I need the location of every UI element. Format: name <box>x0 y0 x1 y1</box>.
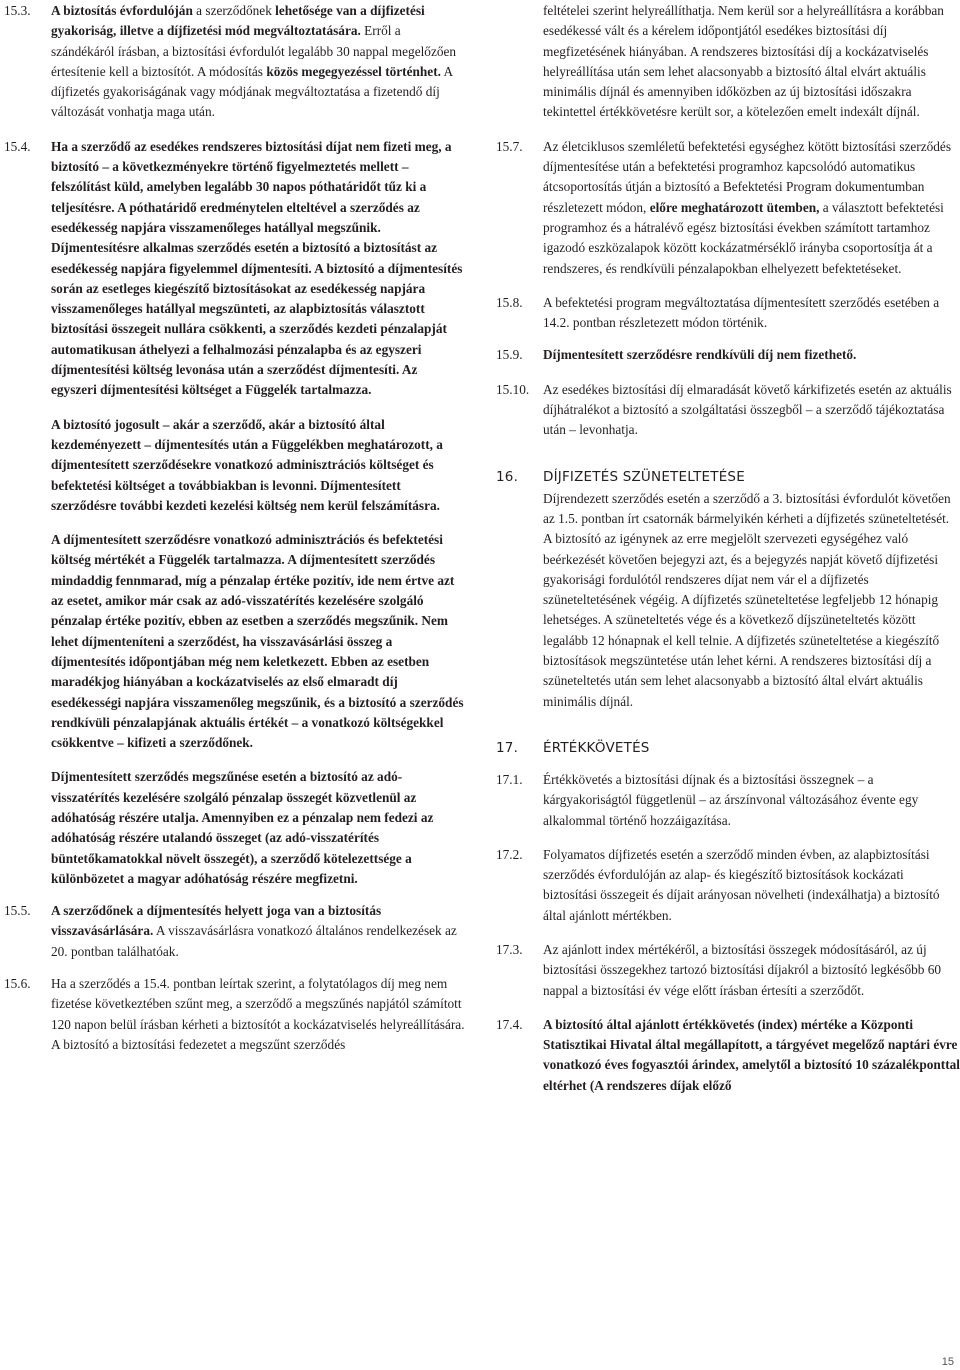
paragraph-number: 15.4. <box>4 138 31 154</box>
section-16-body <box>496 489 960 712</box>
paragraph-text: Ha a szerződés a 15.4. pontban leírtak szerint, a folytatólagos díj meg nem fizetése következtében szűnt meg, a szerződő a megszűnés napjától számított 120 napon belül írásban kérheti a biztosítót a kockázatviselés helyreállítására. A biztosító a biztosítási fedezetet a megszűnt szerződés <box>51 976 465 1052</box>
paragraph-15-4 <box>4 137 466 889</box>
paragraph-text: Folyamatos díjfizetés esetén a szerződő minden évben, az alapbiztosítási szerződés évfordulóján az alap- és kiegészítő biztosítások kockázati biztosítási összegeit és díjait arányosan növelheti (indexálhatja) a biztosító által ajánlott mértékben. <box>543 846 940 923</box>
paragraph-text: A biztosító által ajánlott értékkövetés (index) mértéke a Központi Statisztikai Hivatal által megállapított, a tárgyévet megelőző naptári évre vonatkozó éves fogyasztói árindex, amelytől a biztosító 10 százalékponttal eltérhet (A rendszeres díjak előző <box>543 1016 960 1093</box>
paragraph-17-2 <box>496 845 960 926</box>
paragraph-15-10 <box>496 380 960 441</box>
paragraph-number: 15.3. <box>4 3 31 18</box>
paragraph-17-4 <box>496 1015 960 1096</box>
left-column <box>4 0 466 1055</box>
paragraph-number: 15.5. <box>4 903 31 919</box>
section-number: 17. <box>496 739 519 756</box>
paragraph-number: 17.2. <box>496 846 523 862</box>
paragraph-number: 15.10. <box>496 381 530 397</box>
paragraph-number: 17.1. <box>496 771 523 787</box>
paragraph-17-3 <box>496 940 960 1001</box>
paragraph-15-9 <box>496 345 960 365</box>
paragraph-text: Ha a szerződő az esedékes rendszeres biztosítási díjat nem fizeti meg, a biztosító – a következményekre történő figyelmeztetés mellett – felszólítást küld, amelyben legalább 30 napos póthatáridőt tűz ki a teljesítésre. A póthatáridő eredménytelen elteltével a szerződés az esedékesség napjára visszamenőleges hatállyal megszűnik. Díjmentesítésre alkalmas szerződés esetén a biztosító a biztosítást az esedékesség napjára figyelemmel díjmentesíti. A biztosító a díjmentesítés során az esetleges kiegészítő biztosításokat az esedékesség napjára visszamenőleges hatállyal megszünteti, az alapbiztosítás választott biztosítási összegeit nullára csökkenti, a szerződés kezdeti pénzalapját automatikusan áthelyezi a felhalmozási pénzalapba és az egyszeri díjmentesítési költség levonása után a szerződést díjmentesíti. Az egyszeri díjmentesítési költséget a Függelék tartalmazza. A biztosító jogosult – akár a szerződő, akár a biztosító által kezdeményezett – díjmentesítés után a Függelékben meghatározott, a díjmentesített szerződésekre vonatkozó adminisztrációs költséget és befektetési költséget a továbbiakban is levonni. Díjmentesített szerződésre további kezdeti kezelési költség nem kerül felszámításra. A díjmentesített szerződésre vonatkozó adminisztrációs és befektetési költség mértékét a Függelék tartalmazza. A díjmentesített szerződés mindaddig fennmarad, míg a pénzalap értéke pozitív, ide nem értve azt az esetet, amikor már csak az adó-visszatérítés kezelésére szolgáló pénzalap értéke pozitív, ebben az esetben a szerződés megszűnik. Nem lehet díjmenteníteni a szerződést, ha visszavásárlási összeg a díjmentesítés időpontjában még nem keletkezett. Ebben az esetben maradékjog hiányában a kockázatviselés az első elmaradt díj esedékességi napjára visszamenőleg megszűnik, és a biztosító a szerződés rendkívüli pénzalapjának aktuális értékét – a vonatkozó költségekkel csökkentve – kifizeti a szerződőnek. Díjmentesített szerződés megszűnése esetén a biztosító az adó-visszatérítés kezelésére szolgáló pénzalap összegét közvetlenül az adóhatóság részére utalja. Amennyiben ez a pénzalap nem fedezi az adóhatóság részére utalandó összeget (az adó-visszatérítés büntetőkamatokkal növelt összegét), a szerződő kötelezettsége a különbözetet a magyar adóhatóság részére megfizetni. <box>51 138 464 886</box>
paragraph-text: Az életciklusos szemléletű befektetési egységhez kötött biztosítási szerződés díjmentesítése után a befektetési programhoz kapcsolódó automatikus átcsoportosítás útján a biztosító a Befektetési Program dokumentumban részletezett módon, előre meghatározott ütemben, a választott befektetési programhoz és a hátralévő egész biztosítási években számított tartamhoz igazodó eszközalapok között kockázatmérséklő irányba csoportosítja át a rendszeres, és rendkívüli pénzalapokban elhelyezett befektetéseket. <box>543 138 952 276</box>
paragraph-text: A szerződőnek a díjmentesítés helyett joga van a biztosítás visszavásárlására. A visszavásárlásra vonatkozó általános rendelkezések az 20. pontban találhatóak. <box>51 903 457 959</box>
paragraph-15-3 <box>4 1 466 123</box>
paragraph-text: feltételei szerint helyreállíthatja. Nem kerül sor a helyreállításra a korábban esedékessé vált és a kérelem időpontjától esedékes biztosítási díj megfizetésének hiányában. A rendszeres biztosítási díj a kockázatviselés helyreállítása után sem lehet alacsonyabb a biztosító által elvárt aktuális minimális díjnál és amennyiben időközben az új biztosítási időszakra tekintettel értékkövetésre került sor, a kötelezően emelt indexált díjnál. <box>543 3 944 120</box>
section-heading-16 <box>496 467 960 487</box>
paragraph-17-1 <box>496 770 960 831</box>
right-column <box>496 0 960 1096</box>
paragraph-number: 17.4. <box>496 1016 523 1032</box>
section-title: DÍJFIZETÉS SZÜNETELTETÉSE <box>543 468 745 485</box>
section-title: ÉRTÉKKÖVETÉS <box>543 739 650 756</box>
paragraph-text: Díjmentesített szerződésre rendkívüli díj nem fizethető. <box>543 347 857 363</box>
paragraph-15-7 <box>496 137 960 279</box>
paragraph-text: A befektetési program megváltoztatása díjmentesített szerződés esetében a 14.2. pontban részletezett módon történik. <box>543 294 940 331</box>
paragraph-15-8 <box>496 293 960 334</box>
paragraph-text: A biztosítás évfordulóján a szerződőnek lehetősége van a díjfizetési gyakoriság, illetve a díjfizetési mód megváltoztatására. Erről a szándékáról írásban, a biztosítási évfordulót legalább 30 nappal megelőzően értesítenie kell a biztosítót. A módosítás közös megegyezéssel történhet. A díjfizetés gyakoriságának vagy módjának megváltoztatása a fizetendő díj változását vonhatja maga után. <box>51 3 457 120</box>
paragraph-number: 15.6. <box>4 976 31 992</box>
section-heading-17 <box>496 738 960 758</box>
paragraph-text: Az esedékes biztosítási díj elmaradását követő kárkifizetés esetén az aktuális díjhátralékot a biztosító a szolgáltatási összegből – a szerződő tájékoztatása után – levonhatja. <box>543 381 952 438</box>
paragraph-number: 15.8. <box>496 294 523 310</box>
paragraph-15-6 <box>4 974 466 1055</box>
paragraph-text: Értékkövetés a biztosítási díjnak és a biztosítási összegnek – a kárgyakoriságtól függetlenül – az árszínvonal változásához évente egy alkalommal történő hozzáigazítása. <box>543 771 919 828</box>
paragraph-number: 15.7. <box>496 138 523 154</box>
paragraph-text: Díjrendezett szerződés esetén a szerződő a 3. biztosítási évfordulót követően az 1.5. pontban írt csatornák bármelyikén kérheti a díjfizetés szüneteltetését. A biztosító az igénynek az erre megjelölt szervezeti egységéhez való beérkezését követően bejegyzi azt, és a bejegyzés napját követő díjfizetési gyakorisági fordulótól rendszeres díjat nem vár el a díjfizetés szüneteltetésének végéig. A díjfizetés szüneteltetése legfeljebb 12 hónapig lehetséges. A szüneteltetés vége és a következő díjszüneteltetés között legalább 12 hónapnak el kell telnie. A díjfizetés szüneteltetése a kiegészítő biztosítások megszüntetése után lehet kérni. A rendszeres biztosítási díj a szüneteltetés után sem lehet alacsonyabb a biztosító által elvárt aktuális minimális díjnál. <box>543 490 951 709</box>
paragraph-15-5 <box>4 901 466 962</box>
page-number: 15 <box>941 1356 954 1368</box>
paragraph-15-6-continued <box>496 1 960 123</box>
paragraph-number: 15.9. <box>496 347 523 363</box>
section-number: 16. <box>496 468 519 485</box>
paragraph-text: Az ajánlott index mértékéről, a biztosítási összegek módosításáról, az új biztosítási összegekhez tartozó biztosítási díjakról a biztosító legkésőbb 60 nappal a biztosítási év vége előtt írásban értesíti a szerződőt. <box>543 941 942 998</box>
paragraph-number: 17.3. <box>496 941 523 957</box>
